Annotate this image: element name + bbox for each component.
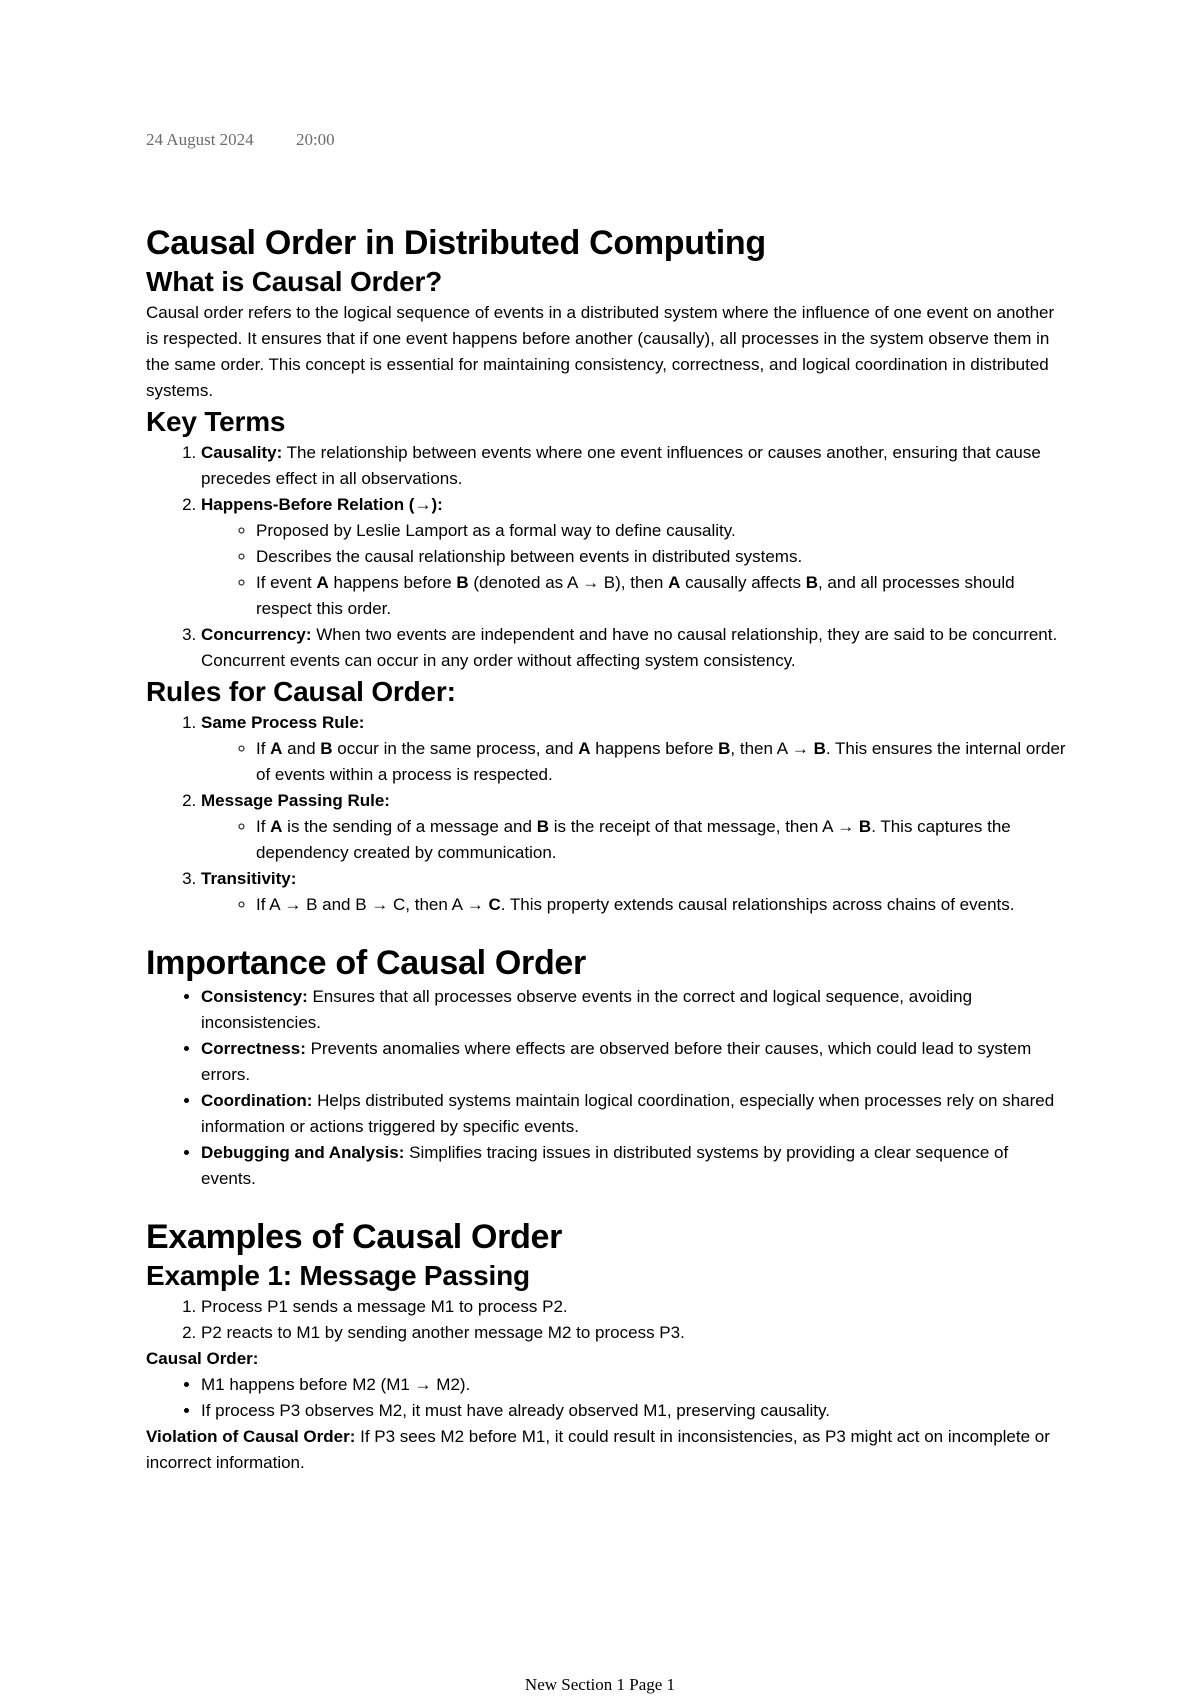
page-title: Causal Order in Distributed Computing	[146, 224, 766, 262]
causal-order-list	[146, 1372, 1066, 1424]
list-item: 2. P2 reacts to M1 by sending another message M2 to process P3.	[201, 1320, 1066, 1346]
page-footer: New Section 1 Page 1	[524, 1675, 676, 1694]
list-item: ◦ If A is the sending of a message and B is the receipt of that message, then A → B. This captures the dependency created by communication.	[256, 814, 1066, 866]
sub-list	[201, 814, 1066, 866]
causal-order-label: Causal Order:	[146, 1349, 259, 1368]
list-item: • Consistency: Ensures that all processes observe events in the correct and logical sequence, avoiding inconsistencies.	[201, 984, 1066, 1036]
paragraph-what-is: Causal order refers to the logical sequence of events in a distributed system where the influence of one event on another is respected. It ensures that if one event happens before another (causally), all processes in the system observe them in the same order. This concept is essential for maintaining consistency, correctness, and logical coordination in distributed systems.	[146, 303, 1055, 400]
list-item: • Correctness: Prevents anomalies where effects are observed before their causes, which could lead to system errors.	[201, 1036, 1066, 1088]
list-item: 2. Happens-Before Relation (→): ◦ Proposed by Leslie Lamport as a formal way to define causality. ◦ Describes the causal relationship between events in distributed systems. ◦ If event A happens before B (denoted as A → B), then A causally affects B, and all processes should respect this order.	[201, 492, 1066, 622]
list-item: 3. Concurrency: When two events are independent and have no causal relationship, they are said to be concurrent. Concurrent events can occur in any order without affecting system consistency.	[201, 622, 1066, 674]
note-metadata	[146, 130, 335, 150]
rules-list	[146, 710, 1066, 918]
sub-list	[201, 736, 1066, 788]
heading-rules: Rules for Causal Order:	[146, 676, 456, 707]
list-item: • If process P3 observes M2, it must have already observed M1, preserving causality.	[201, 1398, 1066, 1424]
list-item: • M1 happens before M2 (M1 → M2).	[201, 1372, 1066, 1398]
heading-examples: Examples of Causal Order	[146, 1218, 563, 1256]
list-item: • Debugging and Analysis: Simplifies tracing issues in distributed systems by providing a clear sequence of events.	[201, 1140, 1066, 1192]
sub-list	[201, 518, 1066, 622]
list-item: ◦ If event A happens before B (denoted as A → B), then A causally affects B, and all processes should respect this order.	[256, 570, 1066, 622]
list-item: 1. Causality: The relationship between events where one event influences or causes another, ensuring that cause precedes effect in all observations.	[201, 440, 1066, 492]
importance-list	[146, 984, 1066, 1192]
list-item: • Coordination: Helps distributed systems maintain logical coordination, especially when processes rely on shared information or actions triggered by specific events.	[201, 1088, 1066, 1140]
list-item: ◦ Describes the causal relationship between events in distributed systems.	[256, 544, 1066, 570]
note-time: 20:00	[295, 130, 335, 149]
list-item: 2. Message Passing Rule: ◦ If A is the sending of a message and B is the receipt of that message, then A → B. This captures the dependency created by communication.	[201, 788, 1066, 866]
sub-list	[201, 892, 1066, 918]
list-item: ◦ If A → B and B → C, then A → C. This property extends causal relationships across chains of events.	[256, 892, 1066, 918]
violation-paragraph: Violation of Causal Order: If P3 sees M2 before M1, it could result in inconsistencies, as P3 might act on incomplete or incorrect information.	[146, 1427, 1050, 1472]
example-steps-list	[146, 1294, 1066, 1346]
list-item: ◦ Proposed by Leslie Lamport as a formal way to define causality.	[256, 518, 1066, 544]
list-item: 3. Transitivity: ◦ If A → B and B → C, then A → C. This property extends causal relationships across chains of events.	[201, 866, 1066, 918]
heading-key-terms: Key Terms	[146, 406, 286, 437]
list-item: ◦ If A and B occur in the same process, and A happens before B, then A → B. This ensures the internal order of events within a process is respected.	[256, 736, 1066, 788]
note-date: 24 August 2024	[146, 130, 254, 149]
note-content	[146, 222, 1066, 1476]
key-terms-list	[146, 440, 1066, 674]
heading-what-is: What is Causal Order?	[146, 266, 443, 297]
heading-importance: Importance of Causal Order	[146, 944, 586, 982]
heading-example-1: Example 1: Message Passing	[146, 1260, 530, 1291]
list-item: 1. Process P1 sends a message M1 to process P2.	[201, 1294, 1066, 1320]
list-item: 1. Same Process Rule: ◦ If A and B occur in the same process, and A happens before B, then A → B. This ensures the internal order of events within a process is respected.	[201, 710, 1066, 788]
